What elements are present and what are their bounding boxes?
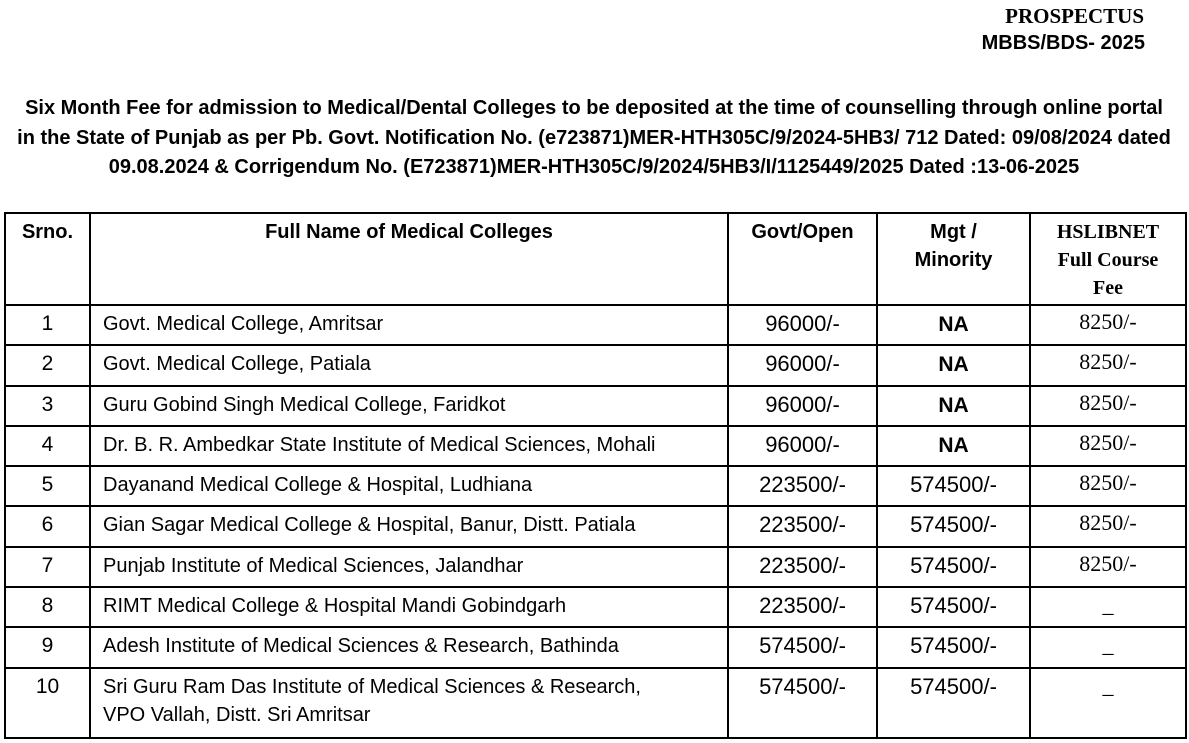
srno-cell: 10 [5,668,90,738]
hslibnet-fee-cell: 8250/- [1030,345,1186,385]
govt-fee-cell: 223500/- [728,547,877,587]
hslibnet-fee-cell: _ [1030,668,1186,738]
table-row [5,386,1186,426]
table-row [5,305,1186,345]
srno-cell: 2 [5,345,90,385]
col-header-mgt-line1: Mgt / [930,221,977,243]
college-name-cell: Dayanand Medical College & Hospital, Ludhiana [90,466,728,506]
table-header-row [5,213,1186,305]
col-header-hsl-line1: HSLIBNET [1056,221,1160,243]
mgt-fee-cell: 574500/- [877,587,1030,627]
college-name-cell: Guru Gobind Singh Medical College, Faridkot [90,386,728,426]
table-row [5,345,1186,385]
hslibnet-fee-cell: 8250/- [1030,506,1186,546]
srno-cell: 4 [5,426,90,466]
govt-fee-cell: 223500/- [728,506,877,546]
college-name-cell [90,668,728,738]
table-row [5,668,1186,738]
table-row [5,506,1186,546]
govt-fee-cell: 96000/- [728,386,877,426]
govt-fee-cell: 223500/- [728,587,877,627]
govt-fee-cell: 574500/- [728,668,877,738]
hslibnet-fee-cell: 8250/- [1030,386,1186,426]
mgt-fee-cell: NA [877,386,1030,426]
col-header-hslibnet-fee [1030,213,1186,305]
table-row [5,627,1186,667]
fee-table [4,212,1187,739]
prospectus-header [982,4,1145,58]
college-name-cell: Punjab Institute of Medical Sciences, Jalandhar [90,547,728,587]
college-name-cell: Govt. Medical College, Amritsar [90,305,728,345]
table-row [5,426,1186,466]
college-name-line1: Sri Guru Ram Das Institute of Medical Sciences & Research, [103,675,641,698]
college-name-cell: RIMT Medical College & Hospital Mandi Gobindgarh [90,587,728,627]
college-name-cell: Govt. Medical College, Patiala [90,345,728,385]
govt-fee-cell: 96000/- [728,305,877,345]
mgt-fee-cell: 574500/- [877,506,1030,546]
hslibnet-fee-cell: 8250/- [1030,547,1186,587]
col-header-hsl-line3: Fee [1093,277,1123,299]
hslibnet-fee-cell: _ [1030,627,1186,667]
hslibnet-fee-cell: _ [1030,587,1186,627]
srno-cell: 9 [5,627,90,667]
prospectus-title: PROSPECTUS [1005,4,1144,28]
mgt-fee-cell: 574500/- [877,547,1030,587]
col-header-govt-open: Govt/Open [728,213,877,305]
college-name-cell: Dr. B. R. Ambedkar State Institute of Medical Sciences, Mohali [90,426,728,466]
mgt-fee-cell: NA [877,426,1030,466]
mgt-fee-cell: 574500/- [877,466,1030,506]
mgt-fee-cell: 574500/- [877,627,1030,667]
col-header-mgt-line2: Minority [914,249,993,271]
college-name-line2: VPO Vallah, Distt. Sri Amritsar [103,703,371,726]
col-header-hsl-line2: Full Course [1057,249,1159,271]
srno-cell: 7 [5,547,90,587]
col-header-srno: Srno. [5,213,90,305]
college-name-cell: Adesh Institute of Medical Sciences & Research, Bathinda [90,627,728,667]
srno-cell: 6 [5,506,90,546]
govt-fee-cell: 96000/- [728,426,877,466]
srno-cell: 3 [5,386,90,426]
col-header-mgt-minority [877,213,1030,305]
govt-fee-cell: 574500/- [728,627,877,667]
srno-cell: 8 [5,587,90,627]
srno-cell: 5 [5,466,90,506]
hslibnet-fee-cell: 8250/- [1030,466,1186,506]
fee-notice: Six Month Fee for admission to Medical/Dental Colleges to be deposited at the time of counselling through online portal in the State of Punjab as per Pb. Govt. Notification No. (e723871)MER-HTH305C/9/2024-5HB3/ 712 Dated: 09/08/2024 dated 09.08.2024 & Corrigendum No. (E723871)MER-HTH305C/9/2024/5HB3/I/1125449/2025 Dated :13-06-2025 [17,97,1171,178]
col-header-college-name: Full Name of Medical Colleges [90,213,728,305]
srno-cell: 1 [5,305,90,345]
govt-fee-cell: 223500/- [728,466,877,506]
table-row [5,547,1186,587]
mgt-fee-cell: NA [877,305,1030,345]
college-name-cell: Gian Sagar Medical College & Hospital, Banur, Distt. Patiala [90,506,728,546]
table-row [5,587,1186,627]
hslibnet-fee-cell: 8250/- [1030,426,1186,466]
mgt-fee-cell: NA [877,345,1030,385]
table-row [5,466,1186,506]
prospectus-subtitle: MBBS/BDS- 2025 [981,32,1145,54]
mgt-fee-cell: 574500/- [877,668,1030,738]
govt-fee-cell: 96000/- [728,345,877,385]
hslibnet-fee-cell: 8250/- [1030,305,1186,345]
